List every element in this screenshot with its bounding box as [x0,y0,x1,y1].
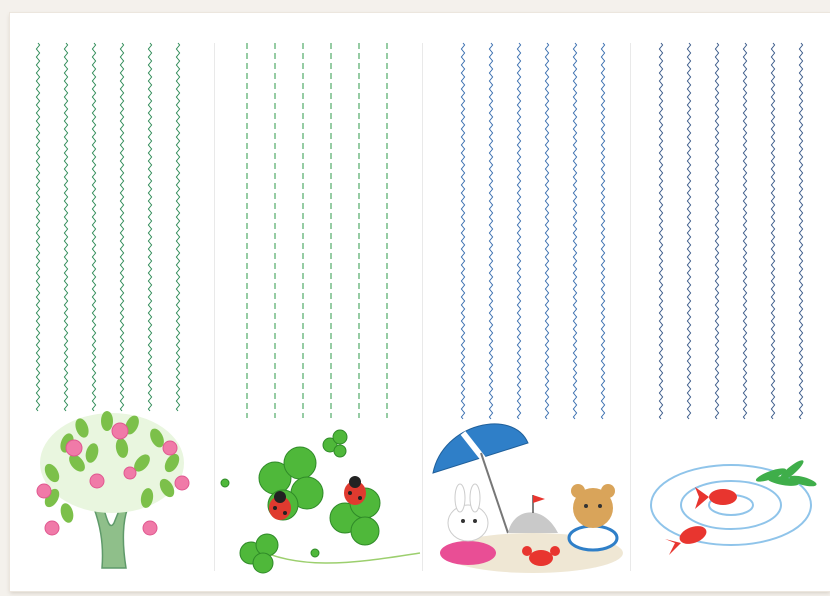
wavy-line [148,43,151,411]
wavy-line [687,43,690,419]
wavy-line [573,43,576,419]
flowering-tree-illustration [22,403,202,573]
goldfish-pond-illustration [631,453,830,573]
letter-sheet [10,13,830,591]
tree-leaves [40,411,184,524]
wavy-line [545,43,548,419]
wavy-line [659,43,662,419]
wavy-line [715,43,718,419]
umbrella-canopy [433,424,528,473]
ladybug-2 [344,476,366,505]
wavy-line [36,43,39,411]
wavy-line [120,43,123,411]
goldfish-2 [665,523,709,555]
beach-umbrella-animals-illustration [423,413,630,578]
sand-castle [508,512,558,533]
wavy-line [461,43,464,419]
wavy-line [771,43,774,419]
wavy-line [799,43,802,419]
wavy-line [601,43,604,419]
goldfish-1 [695,487,737,509]
wavy-line [517,43,520,419]
clover-ladybugs-illustration [215,423,422,578]
bear [569,484,617,550]
wavy-line [489,43,492,419]
wavy-line [92,43,95,411]
wavy-line [64,43,67,411]
bunny [440,484,496,565]
wavy-line [743,43,746,419]
leaf-sprig [755,458,818,489]
wavy-line [176,43,179,411]
flag [533,495,545,503]
